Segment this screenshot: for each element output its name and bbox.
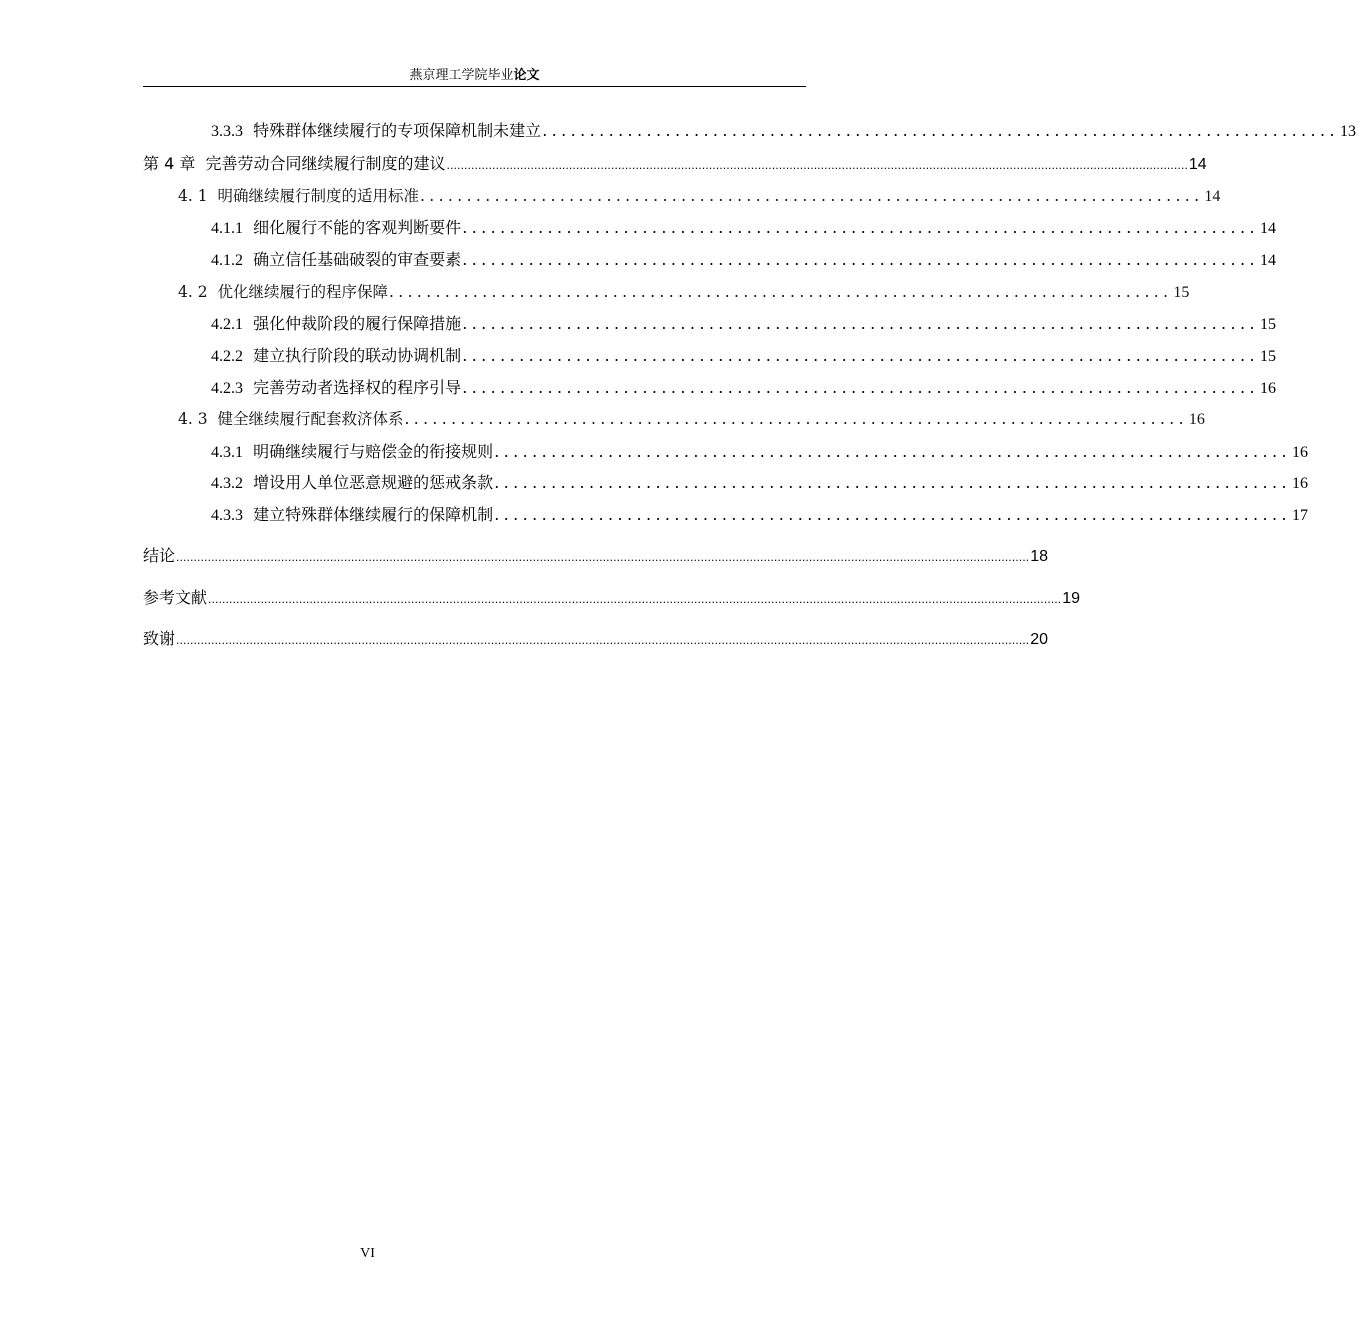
- toc-number: 4.2.3: [211, 380, 243, 397]
- toc-number: 4. 3: [178, 410, 208, 428]
- toc-number: 4.3.3: [211, 507, 243, 524]
- toc-page: 16: [1292, 475, 1309, 492]
- toc-title: 完善劳动者选择权的程序引导: [253, 378, 462, 397]
- toc-entry[interactable]: [143, 311, 1277, 337]
- toc-leader: ....................................................................................................................................................................................................................................................: [176, 634, 1030, 647]
- toc-leader: ....................................................................................................................................................................................................................................................: [208, 593, 1062, 606]
- toc-number: 4.1.2: [211, 252, 243, 269]
- page-footer: [0, 1246, 950, 1262]
- toc-page: 16: [1260, 380, 1277, 397]
- toc-page: 17: [1292, 507, 1309, 524]
- toc-entry[interactable]: [143, 247, 1277, 273]
- toc-page: 13: [1340, 123, 1356, 140]
- toc-page: 18: [1030, 548, 1048, 565]
- toc-leader: ....................................................................................: [462, 378, 1260, 397]
- page-number: VI: [360, 1246, 375, 1261]
- toc-number: 4. 2: [178, 283, 208, 301]
- toc-leader: ....................................................................................: [494, 505, 1292, 524]
- toc-entry[interactable]: [143, 280, 1190, 306]
- toc-entry[interactable]: [143, 151, 1207, 177]
- toc-leader: ....................................................................................: [542, 121, 1340, 140]
- page-header: [143, 66, 806, 87]
- toc-title: 建立特殊群体继续履行的保障机制: [253, 505, 494, 524]
- toc-leader: ....................................................................................: [419, 187, 1204, 205]
- toc-page: 15: [1173, 284, 1190, 301]
- toc-number: 4.2.2: [211, 348, 243, 365]
- toc-page: 14: [1204, 188, 1221, 205]
- toc-leader: ....................................................................................................................................................................................................................................................: [176, 551, 1030, 564]
- toc-page: 15: [1260, 348, 1277, 365]
- toc-leader: ....................................................................................: [494, 473, 1292, 492]
- toc-title: 确立信任基础破裂的审查要素: [253, 250, 462, 269]
- toc-title: 强化仲裁阶段的履行保障措施: [253, 314, 462, 333]
- toc-leader: ....................................................................................................................................................................................................................: [446, 159, 1188, 172]
- toc-entry[interactable]: [143, 118, 1356, 144]
- toc-number: 4.2.1: [211, 316, 243, 333]
- toc-entry[interactable]: [143, 585, 1080, 611]
- toc-title: 明确继续履行制度的适用标准: [217, 187, 419, 205]
- toc-entry[interactable]: [143, 626, 1048, 652]
- toc-page: 19: [1062, 590, 1080, 607]
- toc-entry[interactable]: [143, 184, 1221, 210]
- toc-leader: ....................................................................................: [462, 218, 1260, 237]
- toc-number: 第 4 章: [143, 154, 196, 173]
- toc-number: 3.3.3: [211, 123, 243, 140]
- toc-leader: ....................................................................................: [462, 346, 1260, 365]
- toc-page: 14: [1188, 156, 1207, 173]
- toc-leader: ....................................................................................: [388, 283, 1173, 301]
- toc-title: 优化继续履行的程序保障: [217, 283, 388, 301]
- toc-title: 特殊群体继续履行的专项保障机制未建立: [253, 121, 542, 140]
- toc-title: 建立执行阶段的联动协调机制: [253, 346, 462, 365]
- toc-title: 健全继续履行配套救济体系: [217, 410, 404, 428]
- toc-leader: ....................................................................................: [462, 250, 1260, 269]
- toc-page: 16: [1292, 444, 1309, 461]
- toc-title: 参考文献: [143, 588, 208, 607]
- toc-entry[interactable]: [143, 215, 1277, 241]
- toc-number: 4.3.1: [211, 444, 243, 461]
- toc-page: 20: [1030, 631, 1048, 648]
- toc-number: 4.1.1: [211, 220, 243, 237]
- toc-entry[interactable]: [143, 543, 1048, 569]
- toc-entry[interactable]: [143, 470, 1309, 496]
- toc-page: 16: [1188, 411, 1205, 428]
- toc-leader: ....................................................................................: [494, 442, 1292, 461]
- toc-title: 结论: [143, 546, 176, 565]
- toc-number: 4.3.2: [211, 475, 243, 492]
- toc-page: 15: [1260, 316, 1277, 333]
- toc-entry[interactable]: [143, 439, 1309, 465]
- toc-title: 明确继续履行与赔偿金的衔接规则: [253, 442, 494, 461]
- toc-leader: ....................................................................................: [404, 410, 1188, 428]
- toc-entry[interactable]: [143, 502, 1309, 528]
- toc-title: 细化履行不能的客观判断要件: [253, 218, 462, 237]
- toc-entry[interactable]: [143, 343, 1277, 369]
- toc-title: 增设用人单位恶意规避的惩戒条款: [253, 473, 494, 492]
- toc-entry[interactable]: [143, 407, 1205, 433]
- toc-entry[interactable]: [143, 375, 1277, 401]
- toc-page: 14: [1260, 220, 1277, 237]
- toc-number: 4. 1: [178, 187, 208, 205]
- toc-page: 14: [1260, 252, 1277, 269]
- header-title: 燕京理工学院毕业: [409, 68, 514, 83]
- toc-title: 致谢: [143, 629, 176, 648]
- toc-leader: ....................................................................................: [462, 314, 1260, 333]
- toc-title: 完善劳动合同继续履行制度的建议: [205, 154, 446, 173]
- header-title-bold: 论文: [513, 68, 540, 83]
